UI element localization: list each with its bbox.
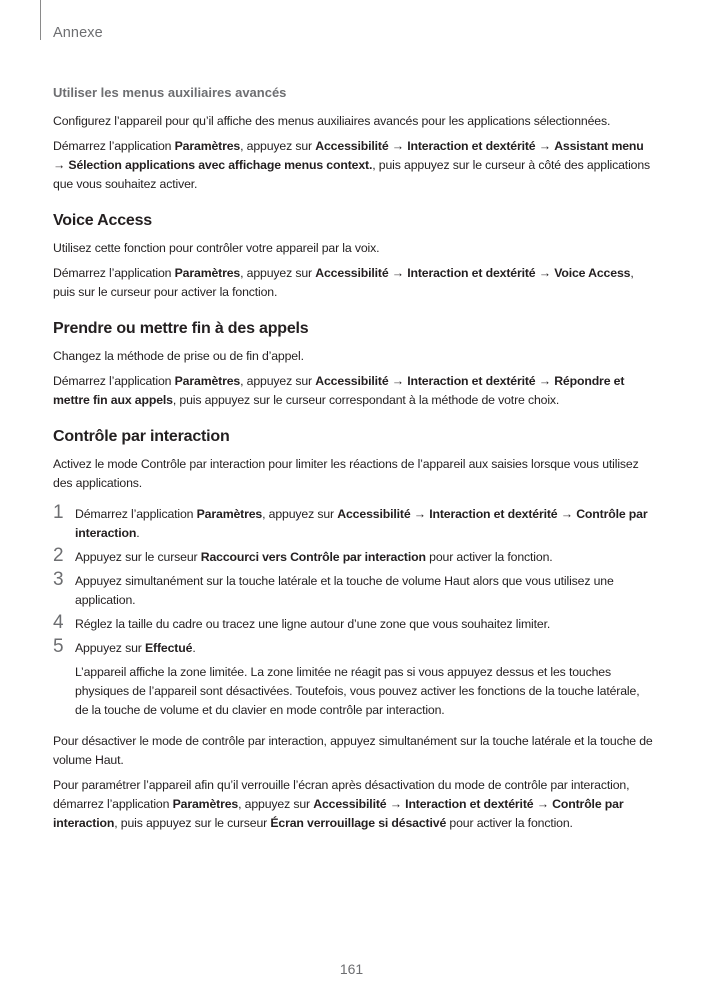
section-title: Contrôle par interaction: [53, 428, 230, 445]
intro-text: Activez le mode Contrôle par interaction pour limiter les réactions de l’appareil aux saisies lorsque vous utilisez des applications.: [53, 457, 639, 490]
arrow-icon: →: [535, 374, 555, 388]
section-title: Prendre ou mettre fin à des appels: [53, 320, 309, 337]
arrow-icon: →: [557, 507, 577, 521]
page-content: [53, 84, 653, 839]
menu-path-accessibility: Accessibilité: [315, 266, 389, 280]
menu-path-voice-access: Voice Access: [554, 266, 631, 280]
text-run: , puis appuyez sur le curseur: [114, 816, 271, 830]
arrow-icon: →: [388, 374, 408, 388]
text-run: , appuyez sur: [262, 507, 338, 521]
arrow-icon: →: [386, 797, 406, 811]
text-run: Démarrez l’application: [75, 507, 197, 521]
step-item: [53, 545, 653, 567]
section-voice-access: [53, 210, 653, 302]
intro-text: Utilisez cette fonction pour contrôler votre appareil par la voix.: [53, 241, 380, 255]
button-name-done: Effectué: [144, 641, 193, 655]
arrow-icon: →: [535, 266, 555, 280]
text-run: pour activer la fonction.: [446, 816, 573, 830]
arrow-icon: →: [533, 797, 553, 811]
text-run: Appuyez sur: [75, 641, 145, 655]
menu-path-interaction: Interaction et dextérité: [429, 507, 558, 521]
instruction-text: [53, 264, 653, 302]
step-item: [53, 636, 653, 720]
menu-path-settings: Paramètres: [174, 266, 241, 280]
menu-path-accessibility: Accessibilité: [337, 507, 411, 521]
margin-rule: [40, 0, 41, 40]
lock-instruction-text: [53, 776, 653, 833]
text-run: , appuyez sur: [240, 266, 316, 280]
setting-name: Raccourci vers Contrôle par interaction: [200, 550, 426, 564]
setting-name: Écran verrouillage si désactivé: [270, 816, 447, 830]
intro-text: Changez la méthode de prise ou de fin d’appel.: [53, 349, 304, 363]
subsection-title: Utiliser les menus auxiliaires avancés: [53, 85, 287, 100]
menu-path-app-selection: Sélection applications avec affichage menus context.: [68, 158, 373, 172]
arrow-icon: →: [535, 139, 555, 153]
arrow-icon: →: [388, 266, 408, 280]
text-run: , appuyez sur: [240, 374, 316, 388]
text-run: Pour paramétrer l’appareil afin qu’il verrouille l’écran après désactivation du mode de contrôle par interaction, démarrez l’application: [53, 778, 630, 811]
text-run: Démarrez l’application: [53, 266, 175, 280]
menu-path-accessibility: Accessibilité: [315, 374, 389, 388]
text-run: .: [136, 526, 140, 540]
menu-path-settings: Paramètres: [174, 374, 241, 388]
instruction-text: [53, 137, 653, 194]
deactivate-text: Pour désactiver le mode de contrôle par interaction, appuyez simultanément sur la touche latérale et la touche de volume Haut.: [53, 734, 653, 767]
step-item: [53, 569, 653, 610]
menu-path-interaction: Interaction et dextérité: [407, 266, 536, 280]
text-run: , appuyez sur: [240, 139, 316, 153]
step-number: 5: [53, 636, 64, 657]
menu-path-assistant-menu: Assistant menu: [554, 139, 644, 153]
step-number: 2: [53, 545, 64, 566]
section-aux-menus: [53, 84, 653, 194]
menu-path-settings: Paramètres: [172, 797, 239, 811]
text-run: .: [192, 641, 196, 655]
intro-text: Configurez l’appareil pour qu’il affiche des menus auxiliaires avancés pour les applications sélectionnées.: [53, 114, 611, 128]
text-run: Appuyez sur le curseur: [75, 550, 201, 564]
running-head: Annexe: [53, 25, 103, 41]
step-number: 3: [53, 569, 64, 590]
step-number: 1: [53, 502, 64, 523]
menu-path-interaction-control: Contrôle par interaction: [53, 797, 624, 830]
text-run: Réglez la taille du cadre ou tracez une ligne autour d’une zone que vous souhaitez limiter.: [75, 617, 551, 631]
step-item: [53, 502, 653, 543]
menu-path-interaction: Interaction et dextérité: [405, 797, 534, 811]
section-title: Voice Access: [53, 212, 152, 229]
menu-path-interaction-control: Contrôle par interaction: [75, 507, 648, 540]
steps-list: [53, 502, 653, 720]
step-item: [53, 612, 653, 634]
menu-path-answer-end-calls: Répondre et mettre fin aux appels: [53, 374, 625, 407]
text-run: Démarrez l’application: [53, 374, 175, 388]
step-number: 4: [53, 612, 64, 633]
text-run: pour activer la fonction.: [425, 550, 553, 564]
menu-path-accessibility: Accessibilité: [315, 139, 389, 153]
menu-path-settings: Paramètres: [174, 139, 241, 153]
text-run: Démarrez l’application: [53, 139, 175, 153]
arrow-icon: →: [53, 158, 69, 172]
menu-path-interaction: Interaction et dextérité: [407, 374, 536, 388]
section-calls: [53, 318, 653, 410]
section-interaction-control: [53, 426, 653, 833]
menu-path-interaction: Interaction et dextérité: [407, 139, 536, 153]
menu-path-accessibility: Accessibilité: [313, 797, 387, 811]
page-number: 161: [339, 961, 364, 977]
instruction-text: [53, 372, 653, 410]
text-run: , puis sur le curseur pour activer la fonction.: [53, 266, 634, 299]
menu-path-settings: Paramètres: [196, 507, 263, 521]
text-run: , puis appuyez sur le curseur à côté des applications que vous souhaitez activer.: [53, 158, 651, 191]
arrow-icon: →: [410, 507, 430, 521]
text-run: , puis appuyez sur le curseur correspondant à la méthode de votre choix.: [172, 393, 560, 407]
step-note: L’appareil affiche la zone limitée. La zone limitée ne réagit pas si vous appuyez dessus et les touches physiques de l’appareil sont désactivées. Toutefois, vous pouvez activer les fonctions de la touche latérale, de la touche de volume et du clavier en mode contrôle par interaction.: [75, 665, 640, 717]
text-run: , appuyez sur: [238, 797, 314, 811]
arrow-icon: →: [388, 139, 408, 153]
text-run: Appuyez simultanément sur la touche latérale et la touche de volume Haut alors que vous utilisez une application.: [75, 574, 614, 607]
